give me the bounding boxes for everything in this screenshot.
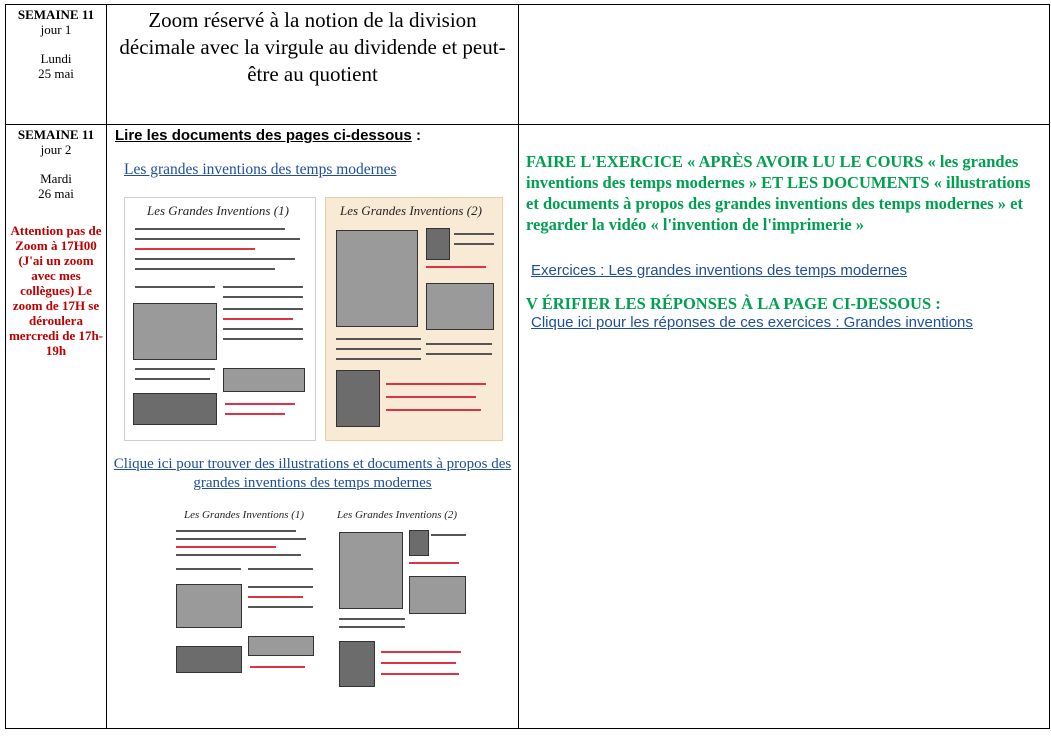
read-instruction bbox=[107, 125, 518, 144]
illustrations-link[interactable]: Clique ici pour trouver des illustrations et documents à propos des grandes inventions des temps modernes bbox=[113, 456, 512, 491]
content-cell-2 bbox=[107, 125, 519, 729]
week-label: SEMAINE 11 bbox=[17, 7, 95, 22]
document-preview-2[interactable] bbox=[107, 503, 518, 698]
document-page-1 bbox=[124, 197, 316, 441]
day-cell-1 bbox=[6, 5, 107, 125]
zoom-warning: Attention pas de Zoom à 17H00 (J'ai un zoom avec mes collègues) Le zoom de 17H se déroulera mercredi de 17h-19h bbox=[8, 223, 104, 358]
empty-cell-1 bbox=[519, 5, 1050, 125]
content-cell-1 bbox=[107, 5, 519, 125]
day-date: 25 mai bbox=[38, 66, 74, 81]
document-page-title: Les Grandes Inventions (1) bbox=[147, 203, 289, 218]
zoom-title: Zoom réservé à la notion de la division décimale avec la virgule au dividende et peut-être au quotient bbox=[119, 8, 506, 86]
planning-table bbox=[5, 4, 1050, 729]
answers-link[interactable]: Clique ici pour les réponses de ces exercices : Grandes inventions bbox=[531, 314, 973, 331]
day-number: jour 1 bbox=[40, 22, 72, 37]
day-name: Mardi bbox=[40, 171, 72, 186]
task-cell-2 bbox=[519, 125, 1050, 729]
document-page-title: Les Grandes Inventions (2) bbox=[340, 203, 482, 218]
row-day-2 bbox=[6, 125, 1050, 729]
verify-heading: V ÉRIFIER LES RÉPONSES À LA PAGE CI-DESSOUS : bbox=[526, 294, 941, 313]
document-preview-1[interactable] bbox=[107, 197, 518, 447]
document-page-2 bbox=[325, 197, 503, 441]
read-instruction-text: Lire les documents des pages ci-dessous bbox=[115, 127, 412, 144]
row-day-1 bbox=[6, 5, 1050, 125]
day-cell-2 bbox=[6, 125, 107, 729]
week-label: SEMAINE 11 bbox=[17, 127, 95, 142]
day-date: 26 mai bbox=[38, 186, 74, 201]
day-number: jour 2 bbox=[40, 142, 72, 157]
day-name: Lundi bbox=[40, 51, 72, 66]
document-page-title: Les Grandes Inventions (1) bbox=[184, 509, 305, 521]
document-page-2 bbox=[332, 505, 474, 692]
exercise-instruction: FAIRE L'EXERCICE « APRÈS AVOIR LU LE COURS « les grandes inventions des temps modernes » ET LES DOCUMENTS « illustrations et documents à propos des grandes inventions des temps modernes » et regarder la vidéo « l'invention de l'imprimerie » bbox=[526, 152, 1031, 234]
exercises-link[interactable]: Exercices : Les grandes inventions des temps modernes bbox=[531, 262, 908, 279]
document-page-1 bbox=[169, 505, 321, 692]
inventions-link[interactable]: Les grandes inventions des temps modernes bbox=[124, 161, 397, 178]
read-instruction-colon: : bbox=[411, 127, 421, 144]
document-page-title: Les Grandes Inventions (2) bbox=[337, 509, 458, 521]
